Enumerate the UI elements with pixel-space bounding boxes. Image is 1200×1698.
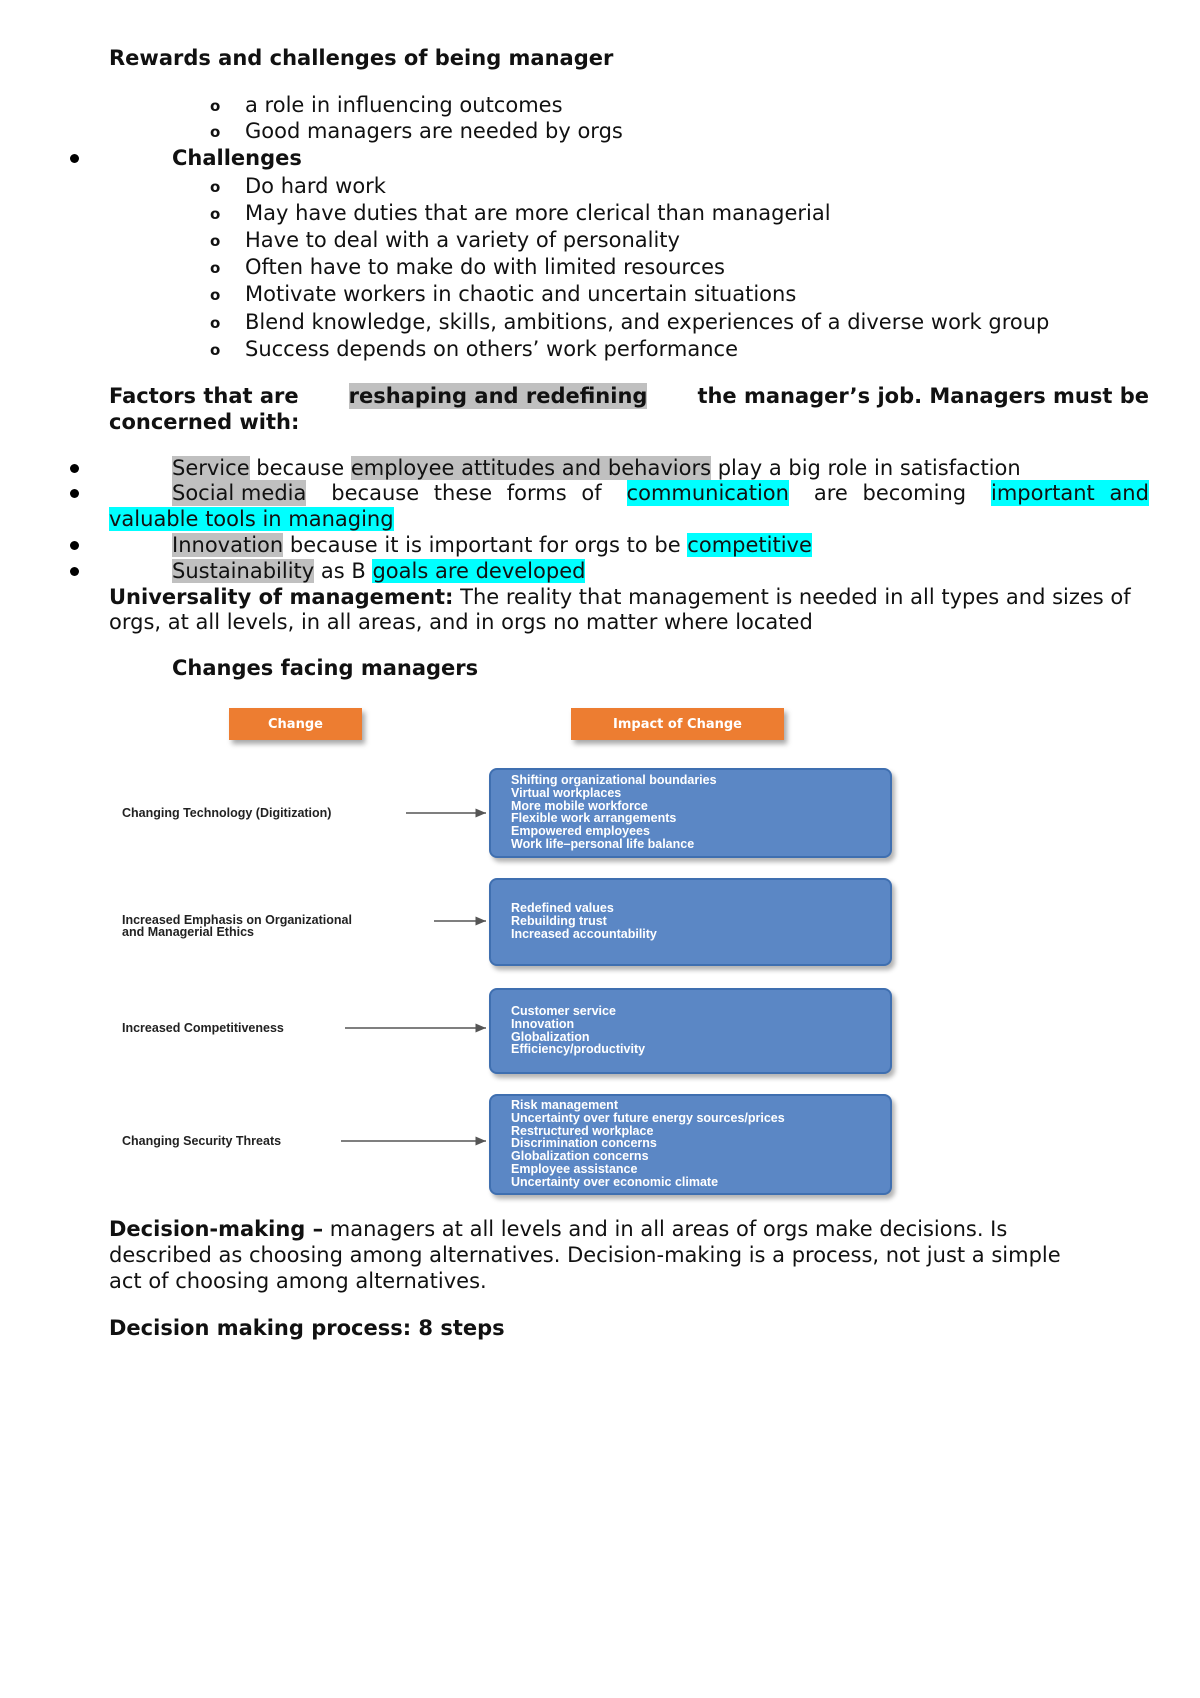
- decision-text: managers at all levels and in all areas of orgs make decisions. Is: [323, 1217, 1008, 1241]
- factor-text: as B: [314, 559, 373, 583]
- impact-column-header: Impact of Change: [571, 708, 784, 740]
- highlighted-text: Service: [172, 456, 250, 480]
- circle-bullet-icon: o: [210, 314, 221, 332]
- impact-box: [489, 878, 892, 966]
- change-label-line: and Managerial Ethics: [122, 925, 254, 939]
- circle-bullet-icon: o: [210, 341, 221, 359]
- highlighted-text: reshaping and redefining: [348, 384, 648, 408]
- change-label: [122, 807, 331, 819]
- list-item: Success depends on others’ work performance: [245, 337, 739, 361]
- highlighted-text: competitive: [687, 533, 812, 557]
- impact-item: Rebuilding trust: [511, 913, 607, 928]
- circle-bullet-icon: o: [210, 232, 221, 250]
- impact-item: Shifting organizational boundaries: [511, 773, 717, 787]
- change-column-header: Change: [229, 708, 362, 740]
- factor-text: because these forms of: [331, 481, 602, 505]
- change-label: [122, 1022, 284, 1034]
- factor-text: because it is important for orgs to be: [283, 533, 688, 557]
- circle-bullet-icon: o: [210, 286, 221, 304]
- change-label: [122, 914, 352, 938]
- impact-item: Globalization concerns: [511, 1149, 649, 1164]
- circle-bullet-icon: o: [210, 205, 221, 223]
- change-label: [122, 1135, 281, 1147]
- impact-item: Discrimination concerns: [511, 1136, 657, 1151]
- list-item: Often have to make do with limited resources: [245, 255, 725, 279]
- impact-box: [489, 988, 892, 1074]
- impact-item: More mobile workforce: [511, 798, 648, 813]
- list-item: Do hard work: [245, 174, 386, 198]
- factors-heading-cont: concerned with:: [109, 410, 300, 434]
- highlighted-text: important and: [991, 481, 1149, 505]
- impact-item: Redefined values: [511, 901, 614, 915]
- decision-paragraph: [109, 1216, 1007, 1242]
- impact-item: Work life–personal life balance: [511, 836, 695, 851]
- circle-bullet-icon: o: [210, 259, 221, 277]
- highlighted-text: valuable tools in managing: [109, 507, 394, 531]
- impact-item: Uncertainty over future energy sources/prices: [511, 1110, 785, 1125]
- highlighted-text: Social media: [172, 481, 307, 505]
- impact-item: Customer service: [511, 1004, 616, 1018]
- circle-bullet-icon: o: [210, 97, 221, 115]
- change-label-line: Changing Security Threats: [122, 1134, 282, 1148]
- list-item: Motivate workers in chaotic and uncertain situations: [245, 282, 797, 306]
- factor-text: are becoming: [813, 481, 967, 505]
- highlighted-text: Sustainability: [172, 559, 315, 583]
- change-label-line: Increased Emphasis on Organizational: [122, 913, 352, 927]
- circle-bullet-icon: o: [210, 178, 221, 196]
- list-item: a role in influencing outcomes: [245, 93, 563, 117]
- process-heading: Decision making process: 8 steps: [109, 1316, 505, 1340]
- impact-box: [489, 1094, 892, 1195]
- impact-item: Innovation: [511, 1016, 575, 1031]
- impact-item: Restructured workplace: [511, 1123, 654, 1138]
- impact-box: [489, 768, 892, 858]
- decision-paragraph-cont: described as choosing among alternatives. Decision-making is a process, not just a simple: [109, 1243, 1061, 1267]
- impact-item: Employee assistance: [511, 1161, 638, 1176]
- impact-item: Virtual workplaces: [511, 785, 622, 800]
- universality-paragraph-cont: orgs, at all levels, in all areas, and in orgs no matter where located: [109, 610, 813, 634]
- circle-bullet-icon: o: [210, 123, 221, 141]
- change-label-line: Increased Competitiveness: [122, 1021, 284, 1035]
- impact-item: Globalization: [511, 1029, 590, 1044]
- factor-text: play a big role in satisfaction: [711, 456, 1021, 480]
- universality-text: The reality that management is needed in all types and sizes of: [453, 585, 1131, 609]
- highlighted-text: employee attitudes and behaviors: [350, 456, 712, 480]
- impact-item: Empowered employees: [511, 824, 650, 839]
- factors-text: Factors that are: [109, 384, 299, 408]
- factors-text: the manager’s job. Managers must be: [697, 384, 1149, 408]
- impact-item: Flexible work arrangements: [511, 811, 677, 826]
- decision-term: Decision-making –: [109, 1217, 324, 1241]
- impact-item: Uncertainty over economic climate: [511, 1174, 719, 1189]
- highlighted-text: Innovation: [172, 533, 284, 557]
- universality-term: Universality of management:: [109, 585, 454, 609]
- impact-item: Increased accountability: [511, 926, 657, 941]
- list-item: Blend knowledge, skills, ambitions, and experiences of a diverse work group: [245, 310, 1050, 334]
- impact-item: Efficiency/productivity: [511, 1042, 646, 1057]
- factor-text: because: [249, 456, 351, 480]
- changes-heading: Changes facing managers: [172, 656, 479, 680]
- list-item: Good managers are needed by orgs: [245, 119, 623, 143]
- challenges-heading: Challenges: [172, 146, 302, 170]
- highlighted-text: communication: [626, 481, 789, 505]
- decision-paragraph-cont: act of choosing among alternatives.: [109, 1269, 487, 1293]
- change-label-line: Changing Technology (Digitization): [122, 806, 332, 820]
- impact-item: Risk management: [511, 1098, 618, 1112]
- list-item: Have to deal with a variety of personality: [245, 228, 680, 252]
- list-item: May have duties that are more clerical than managerial: [245, 201, 831, 225]
- highlighted-text: goals are developed: [372, 559, 586, 583]
- rewards-heading: Rewards and challenges of being manager: [109, 46, 614, 70]
